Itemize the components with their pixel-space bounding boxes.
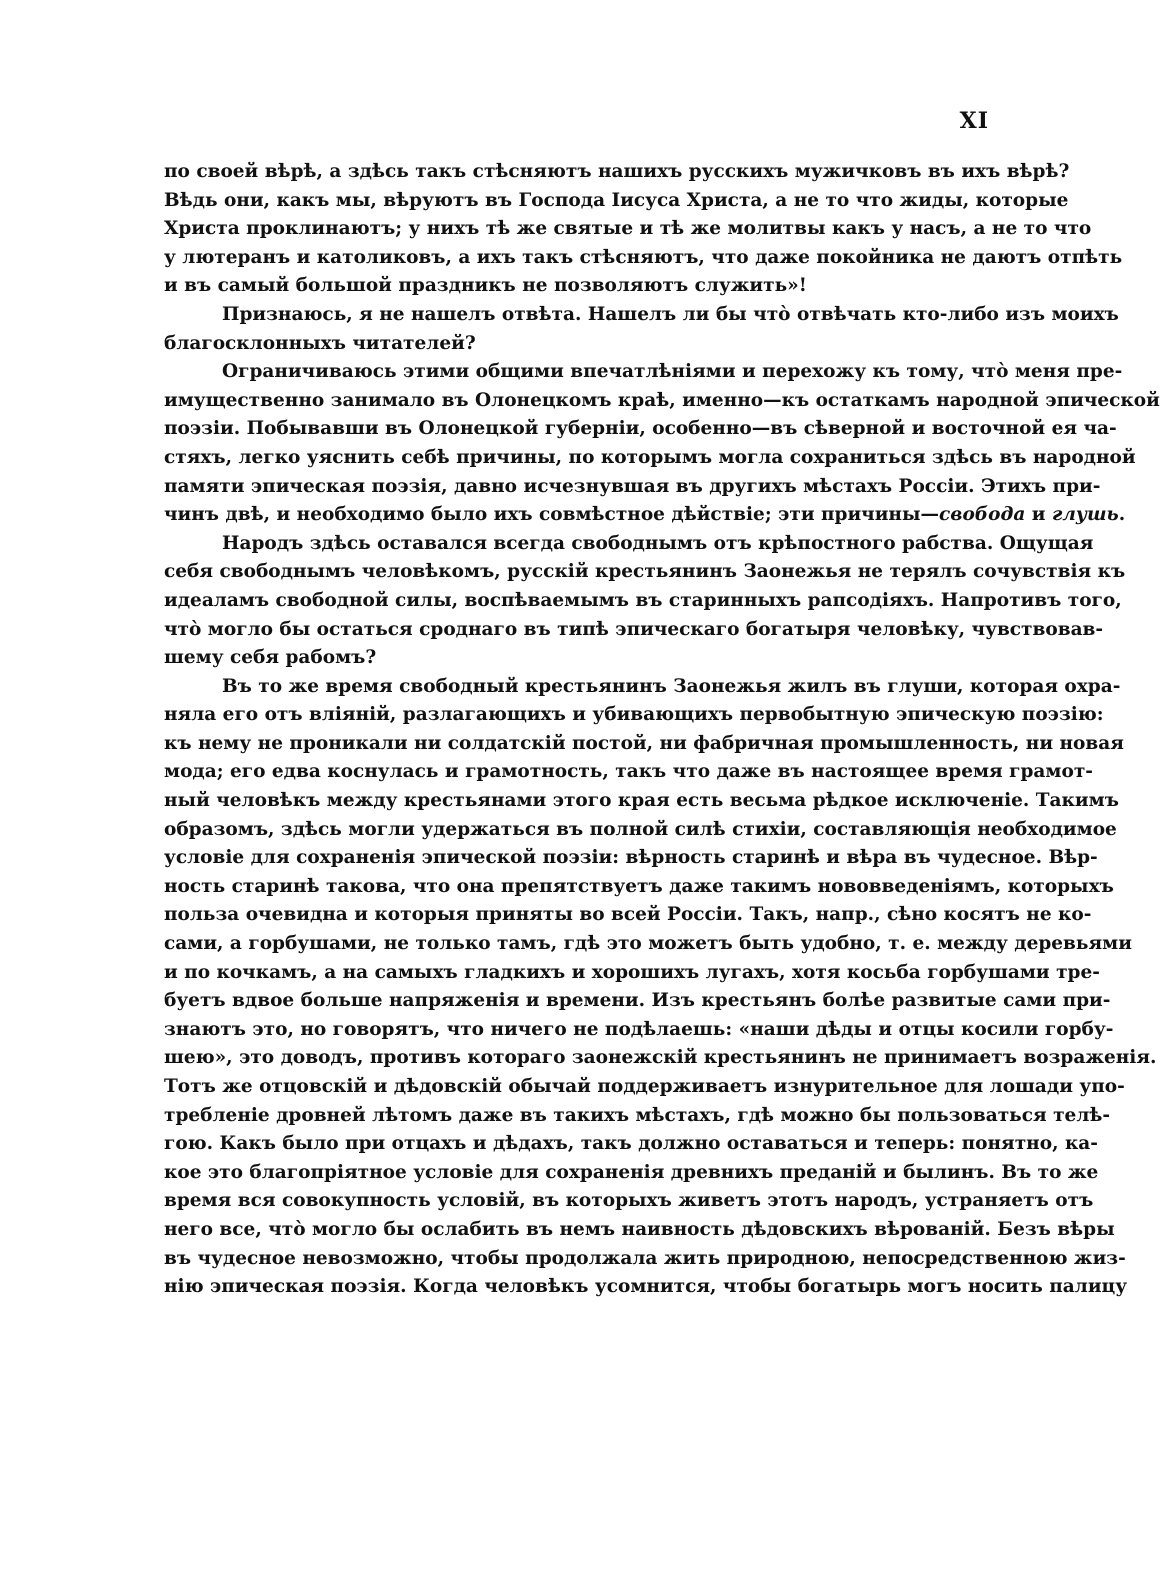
body-text [164,158,1160,1302]
text-line-content: Христа проклинаютъ; у нихъ тѣ же святые и тѣ же молитвы какъ у насъ, а не то что [164,218,1092,240]
text-line [164,501,1126,530]
page-number: XI [959,108,989,134]
text-line [164,444,1136,473]
italic-word: свобода [939,504,1026,526]
text-line [164,387,1160,416]
text-line [164,873,1114,902]
text-line-content: Народъ здѣсь оставался всегда свободнымъ отъ крѣпостного рабства. Ощущая [222,532,1094,554]
text-line [164,758,1093,787]
text-line [164,415,1117,444]
text-line [164,330,994,359]
text-line-content: благосклонныхъ читателей? [164,332,476,354]
text-line-content: и по кочкамъ, а на самыхъ гладкихъ и хорошихъ лугахъ, хотя косьба горбушами тре- [164,961,1100,983]
text-line-content: у лютеранъ и католиковъ, а ихъ такъ стѣсняютъ, что даже покойника не даютъ отпѣть [164,246,1123,268]
text-line [164,158,1070,187]
text-line-content: шему себя рабомъ? [164,647,377,669]
text-line [164,1216,1115,1245]
text-line-content: къ нему не проникали ни солдатскій постой, ни фабричная промышленность, ни новая [164,732,1124,754]
text-line [164,901,1092,930]
text-line [164,987,1111,1016]
text-line [164,301,1119,330]
text-line-content: что̀ могло бы остаться сроднаго въ типѣ эпическаго богатыря человѣку, чувствовав- [164,618,1104,640]
text-line [164,558,1126,587]
text-line-content: сами, а горбушами, не только тамъ, гдѣ это можетъ быть удобно, т. е. между деревьями [164,933,1132,955]
text-line-content: Въ то же время свободный крестьянинъ Заонежья жилъ въ глуши, которая охра- [222,675,1121,697]
text-line-content: буетъ вдвое больше напряженія и времени. Изъ крестьянъ болѣе развитые сами при- [164,990,1111,1012]
text-line-content: требленіе дровней лѣтомъ даже въ такихъ мѣстахъ, гдѣ можно бы пользоваться телѣ- [164,1104,1111,1126]
text-line [164,930,1132,959]
text-line [164,1187,1094,1216]
text-line [164,530,1094,559]
text-line [164,587,1122,616]
text-line-content: него все, что̀ могло бы ослабить въ немъ наивность дѣдовскихъ вѣрованій. Безъ вѣры [164,1218,1115,1240]
text-line [164,187,1069,216]
text-line-content: и въ самый большой праздникъ не позволяютъ служить»! [164,275,807,297]
text-line-content: нію эпическая поэзія. Когда человѣкъ усомнится, чтобы богатырь могъ носить палицу [164,1276,1128,1298]
text-line [164,1245,1126,1274]
text-line-content: Признаюсь, я не нашелъ отвѣта. Нашелъ ли бы что̀ отвѣчать кто-либо изъ моихъ [222,303,1119,325]
text-line-content: . [1118,504,1126,526]
text-line-content: себя свободнымъ человѣкомъ, русскій крестьянинъ Заонежья не терялъ сочувствія къ [164,561,1126,583]
text-line [164,1016,1114,1045]
text-line [164,1044,1157,1073]
italic-word: глушь [1051,504,1119,526]
text-line [164,701,1104,730]
text-line-content: няла его отъ вліяній, разлагающихъ и убивающихъ первобытную эпическую поэзію: [164,704,1104,726]
text-line [164,787,1119,816]
text-line-content: памяти эпическая поэзія, давно исчезнувшая въ другихъ мѣстахъ Россіи. Этихъ при- [164,475,1101,497]
text-line [164,473,1101,502]
text-line [164,644,994,673]
text-line-content: мода; его едва коснулась и грамотность, такъ что даже въ настоящее время грамот- [164,761,1093,783]
text-line-content: идеаламъ свободной силы, воспѣваемымъ въ старинныхъ рапсодіяхъ. Напротивъ того, [164,589,1122,611]
text-line [164,215,1092,244]
text-line [164,730,1124,759]
text-line [164,673,1121,702]
text-line-content: Ограничиваюсь этими общими впечатлѣніями и перехожу къ тому, что̀ меня пре- [222,361,1123,383]
text-line [164,272,994,301]
text-line [164,1130,1098,1159]
text-line-content: время вся совокупность условій, въ которыхъ живетъ этотъ народъ, устраняетъ отъ [164,1190,1094,1212]
text-line-content: ность старинѣ такова, что она препятствуетъ даже такимъ нововведеніямъ, которыхъ [164,875,1114,897]
text-line [164,844,1098,873]
text-line [164,816,1117,845]
text-line-content: кое это благопріятное условіе для сохраненія древнихъ преданій и былинъ. Въ то же [164,1161,1099,1183]
text-line-content: Вѣдь они, какъ мы, вѣруютъ въ Господа Іисуса Христа, а не то что жиды, которые [164,189,1069,211]
text-line [164,1102,1111,1131]
text-line [164,358,1123,387]
text-line-content: знаютъ это, но говорятъ, что ничего не подѣлаешь: «наши дѣды и отцы косили горбу- [164,1018,1114,1040]
text-line-content: поэзіи. Побывавши въ Олонецкой губерніи, особенно—въ сѣверной и восточной ея ча- [164,418,1117,440]
text-line-content: ный человѣкъ между крестьянами этого края есть весьма рѣдкое исключеніе. Такимъ [164,790,1119,812]
text-line-content: шею», это доводъ, противъ котораго заонежскій крестьянинъ не принимаетъ возраженія. [164,1047,1157,1069]
text-line-content: и [1025,504,1052,526]
text-line-content: въ чудесное невозможно, чтобы продолжала жить природною, непосредственною жиз- [164,1247,1126,1269]
text-line [164,1273,1128,1302]
text-line [164,959,1100,988]
text-line-content: образомъ, здѣсь могли удержаться въ полной силѣ стихіи, составляющія необходимое [164,818,1117,840]
text-line [164,1073,1125,1102]
text-line-content: условіе для сохраненія эпической поэзіи: вѣрность старинѣ и вѣра въ чудесное. Вѣр- [164,847,1098,869]
text-line-content: чинъ двѣ, и необходимо было ихъ совмѣстное дѣйствіе; эти причины— [164,504,940,526]
text-line-content: польза очевидна и которыя приняты во всей Россіи. Такъ, напр., сѣно косятъ не ко- [164,904,1092,926]
text-line [164,1159,1099,1188]
text-line [164,244,1123,273]
text-line-content: стяхъ, легко уяснить себѣ причины, по которымъ могла сохраниться здѣсь въ народной [164,446,1136,468]
text-line-content: Тотъ же отцовскій и дѣдовскій обычай поддерживаетъ изнурительное для лошади упо- [164,1076,1125,1097]
text-line-content: гою. Какъ было при отцахъ и дѣдахъ, такъ должно оставаться и теперь: понятно, ка- [164,1133,1098,1155]
text-line [164,616,1104,645]
text-line-content: имущественно занимало въ Олонецкомъ краѣ, именно—къ остаткамъ народной эпической [164,389,1160,411]
text-line-content: по своей вѣрѣ, а здѣсь такъ стѣсняютъ нашихъ русскихъ мужичковъ въ ихъ вѣрѣ? [164,161,1070,182]
